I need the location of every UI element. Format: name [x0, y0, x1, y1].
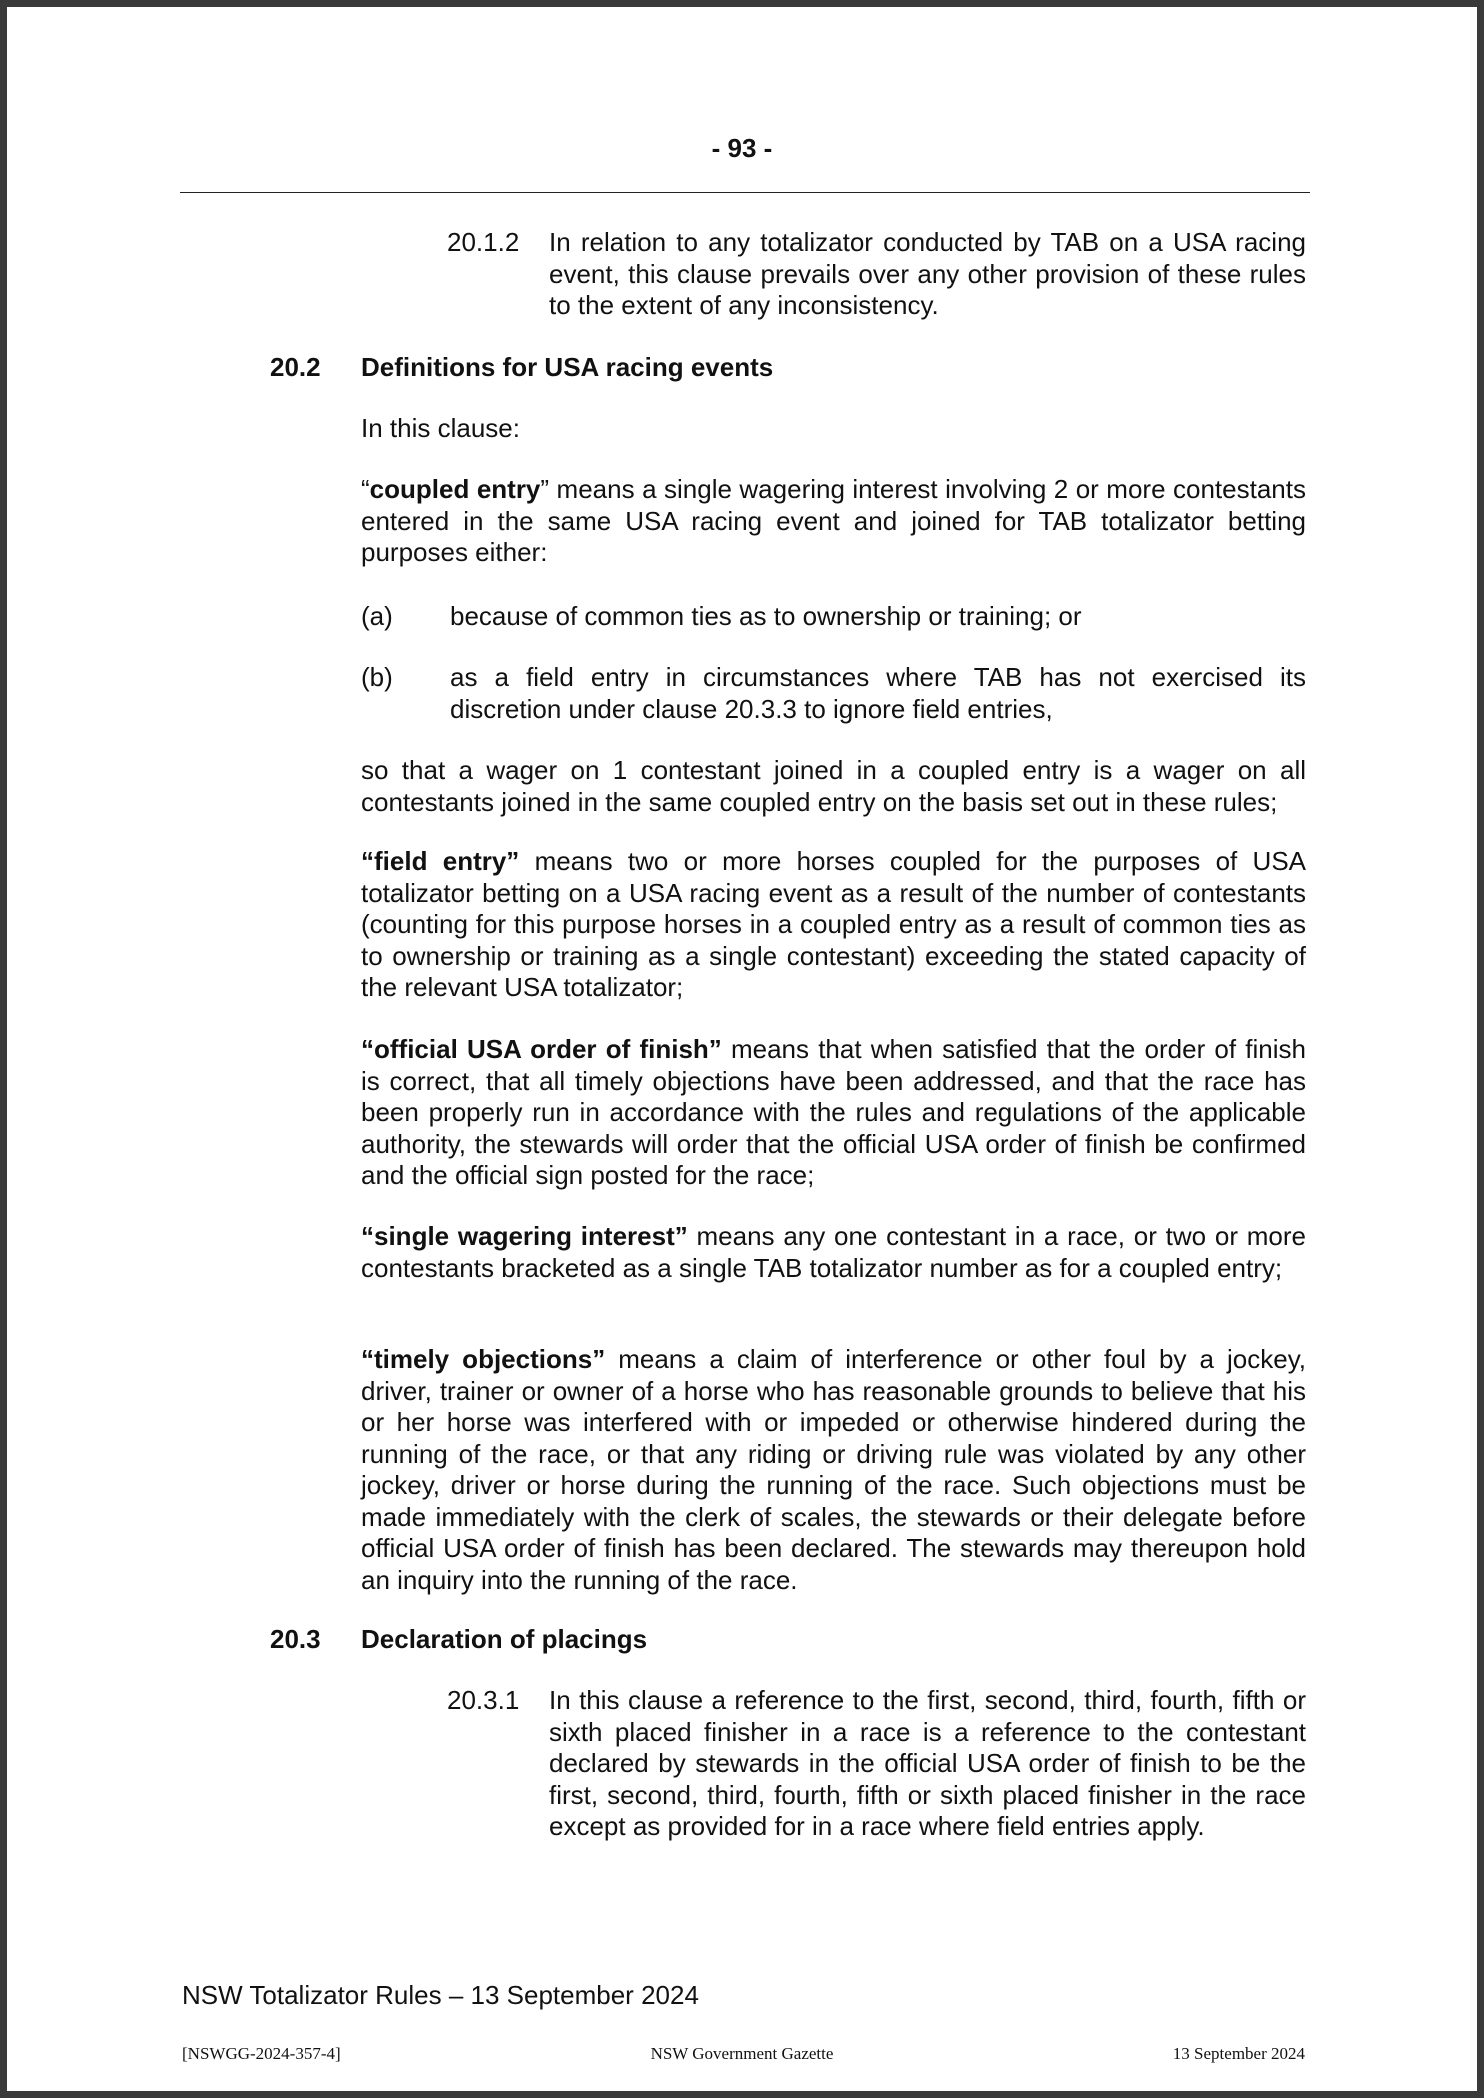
- term-timely-objections: “timely objections”: [361, 1344, 606, 1374]
- header-rule: [180, 192, 1310, 193]
- page-number: - 93 -: [711, 133, 773, 163]
- list-item-a-label: (a): [361, 601, 393, 631]
- section-number-20-2: 20.2: [270, 352, 321, 382]
- definition-timely-objections: “timely objections” means a claim of interference or other foul by a jockey, driver, trainer or owner of a horse who has reasonable grounds to believe that his or her horse was interfered with or impeded or otherwise hindered during the running of the race, or that any riding or driving rule was violated by any other jockey, driver or horse during the running of the race. Such objections must be made immediately with the clerk of scales, the stewards or their delegate before official USA order of finish has been declared. The stewards may thereupon hold an inquiry into the running of the race.: [361, 1344, 1306, 1595]
- definition-coupled-entry: “coupled entry” means a single wagering interest involving 2 or more contestants entered in the same USA racing event and joined for TAB totalizator betting purposes either:: [361, 474, 1306, 567]
- term-field-entry: “field entry”: [361, 846, 520, 876]
- gazette-name: NSW Government Gazette: [650, 2044, 834, 2063]
- section-title-20-3: Declaration of placings: [361, 1624, 648, 1654]
- definition-official-order: “official USA order of finish” means that when satisfied that the order of finish is correct, that all timely objections have been addressed, and that the race has been properly run in accordance with the rules and regulations of the applicable authority, the stewards will order that the official USA order of finish be confirmed and the official sign posted for the race;: [361, 1034, 1306, 1190]
- definitions-intro: In this clause:: [361, 413, 520, 443]
- coupled-entry-tail: so that a wager on 1 contestant joined in a coupled entry is a wager on all contestants joined in the same coupled entry on the basis set out in these rules;: [361, 755, 1306, 817]
- list-item-b-text: as a field entry in circumstances where TAB has not exercised its discretion under clause 20.3.3 to ignore field entries,: [450, 662, 1306, 724]
- clause-number-20-3-1: 20.3.1: [447, 1685, 520, 1715]
- list-item-a-text: because of common ties as to ownership or training; or: [450, 601, 1082, 631]
- section-title-20-2: Definitions for USA racing events: [361, 352, 774, 382]
- definition-field-entry: “field entry” means two or more horses coupled for the purposes of USA totalizator betting on a USA racing event as a result of the number of contestants (counting for this purpose horses in a coupled entry as a result of common ties as to ownership or training as a single contestant) exceeding the stated capacity of the relevant USA totalizator;: [361, 846, 1306, 1002]
- clause-text-20-1-2: In relation to any totalizator conducted by TAB on a USA racing event, this clause prevails over any other provision of these rules to the extent of any inconsistency.: [549, 227, 1306, 320]
- clause-number-20-1-2: 20.1.2: [447, 227, 520, 257]
- term-coupled-entry: coupled entry: [369, 474, 541, 504]
- gazette-reference: [NSWGG-2024-357-4]: [182, 2044, 341, 2063]
- gazette-date: 13 September 2024: [1172, 2044, 1305, 2063]
- list-item-b-label: (b): [361, 662, 393, 692]
- document-page: [7, 7, 1477, 2091]
- term-single-wagering: “single wagering interest”: [361, 1221, 688, 1251]
- clause-text-20-3-1: In this clause a reference to the first, second, third, fourth, fifth or sixth placed finisher in a race is a reference to the contestant declared by stewards in the official USA order of finish to be the first, second, third, fourth, fifth or sixth placed finisher in the race except as provided for in a race where field entries apply.: [549, 1685, 1306, 1841]
- term-official-order: “official USA order of finish”: [361, 1034, 722, 1064]
- footer-document-title: NSW Totalizator Rules – 13 September 2024: [182, 1980, 699, 2010]
- definition-single-wagering: “single wagering interest” means any one contestant in a race, or two or more contestants bracketed as a single TAB totalizator number as for a coupled entry;: [361, 1221, 1306, 1283]
- section-number-20-3: 20.3: [270, 1624, 321, 1654]
